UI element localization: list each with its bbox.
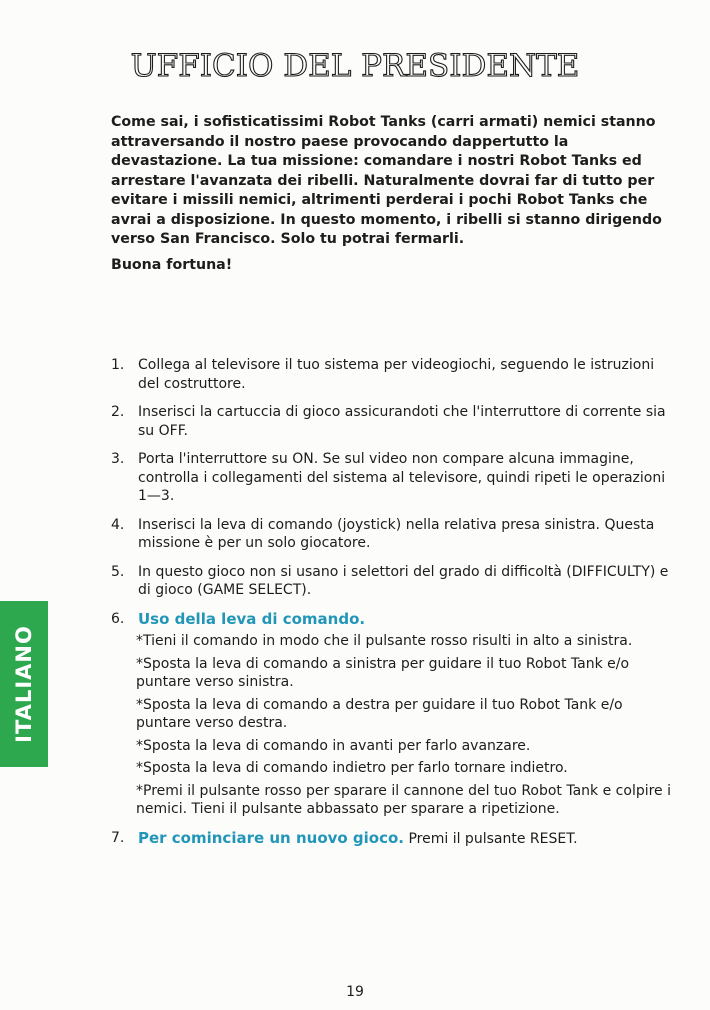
step-number: 6. [111, 610, 125, 627]
step-heading: Per cominciare un nuovo gioco. [138, 828, 405, 847]
step-text: Inserisci la cartuccia di gioco assicurandoti che l'interruttore di corrente sia su OFF. [138, 404, 666, 439]
step-number: 3. [111, 451, 125, 467]
step-number: 2. [111, 404, 125, 420]
joystick-instructions [136, 632, 671, 819]
step-5 [111, 563, 671, 600]
step-number: 4. [111, 516, 125, 533]
page-title: UFFICIO DEL PRESIDENTE [130, 48, 580, 84]
sub-item: *Premi il pulsante rosso per sparare il cannone del tuo Robot Tank e colpire i nemici. Tieni il pulsante abbassato per sparare a ripetizione. [136, 782, 672, 817]
step-7 [111, 829, 671, 849]
step-text: Premi il pulsante RESET. [408, 830, 578, 847]
step-text: In questo gioco non si usano i selettori del grado di difficoltà (DIFFICULTY) e di gioco (GAME SELECT). [138, 563, 669, 598]
language-tab-label: ITALIANO [12, 625, 36, 743]
step-body [138, 829, 671, 849]
page-number: 19 [346, 984, 364, 1000]
step-text: Inserisci la leva di comando (joystick) nella relativa presa sinistra. Questa missione è per un solo giocatore. [138, 516, 655, 551]
sub-item: *Sposta la leva di comando indietro per farlo tornare indietro. [136, 760, 568, 776]
sub-item: *Sposta la leva di comando in avanti per farlo avanzare. [136, 737, 531, 754]
step-heading: Uso della leva di comando. [138, 609, 366, 628]
step-number: 1. [111, 357, 125, 373]
sub-item: *Sposta la leva di comando a destra per guidare il tuo Robot Tank e/o puntare verso destra. [136, 696, 623, 731]
good-luck-text: Buona fortuna! [111, 257, 233, 273]
step-4 [111, 516, 671, 553]
step-text: Porta l'interruttore su ON. Se sul video non compare alcuna immagine, controlla i collegamenti del sistema al televisore, quindi ripeti le operazioni 1—3. [138, 451, 666, 504]
sub-item: *Sposta la leva di comando a sinistra per guidare il tuo Robot Tank e/o puntare verso sinistra. [136, 655, 630, 690]
sub-item: *Tieni il comando in modo che il pulsante rosso risulti in alto a sinistra. [136, 633, 633, 649]
step-number: 5. [111, 563, 125, 580]
step-3 [111, 450, 671, 506]
intro-paragraph: Come sai, i sofisticatissimi Robot Tanks (carri armati) nemici stanno attraversando il nostro paese provocando dappertutto la devastazione. La tua missione: comandare i nostri Robot Tanks ed arrestare l'avanzata dei ribelli. Naturalmente dovrai far di tutto per evitare i missili nemici, altrimenti perderai i pochi Robot Tanks che avrai a disposizione. In questo momento, i ribelli si stanno dirigendo verso San Francisco. Solo tu potrai fermarli. [111, 114, 662, 247]
step-text: Collega al televisore il tuo sistema per videogiochi, seguendo le istruzioni del costruttore. [138, 357, 655, 392]
step-number: 7. [111, 829, 125, 846]
step-6 [111, 610, 671, 819]
step-1 [111, 356, 671, 393]
step-2 [111, 403, 671, 440]
instruction-list [111, 356, 671, 858]
